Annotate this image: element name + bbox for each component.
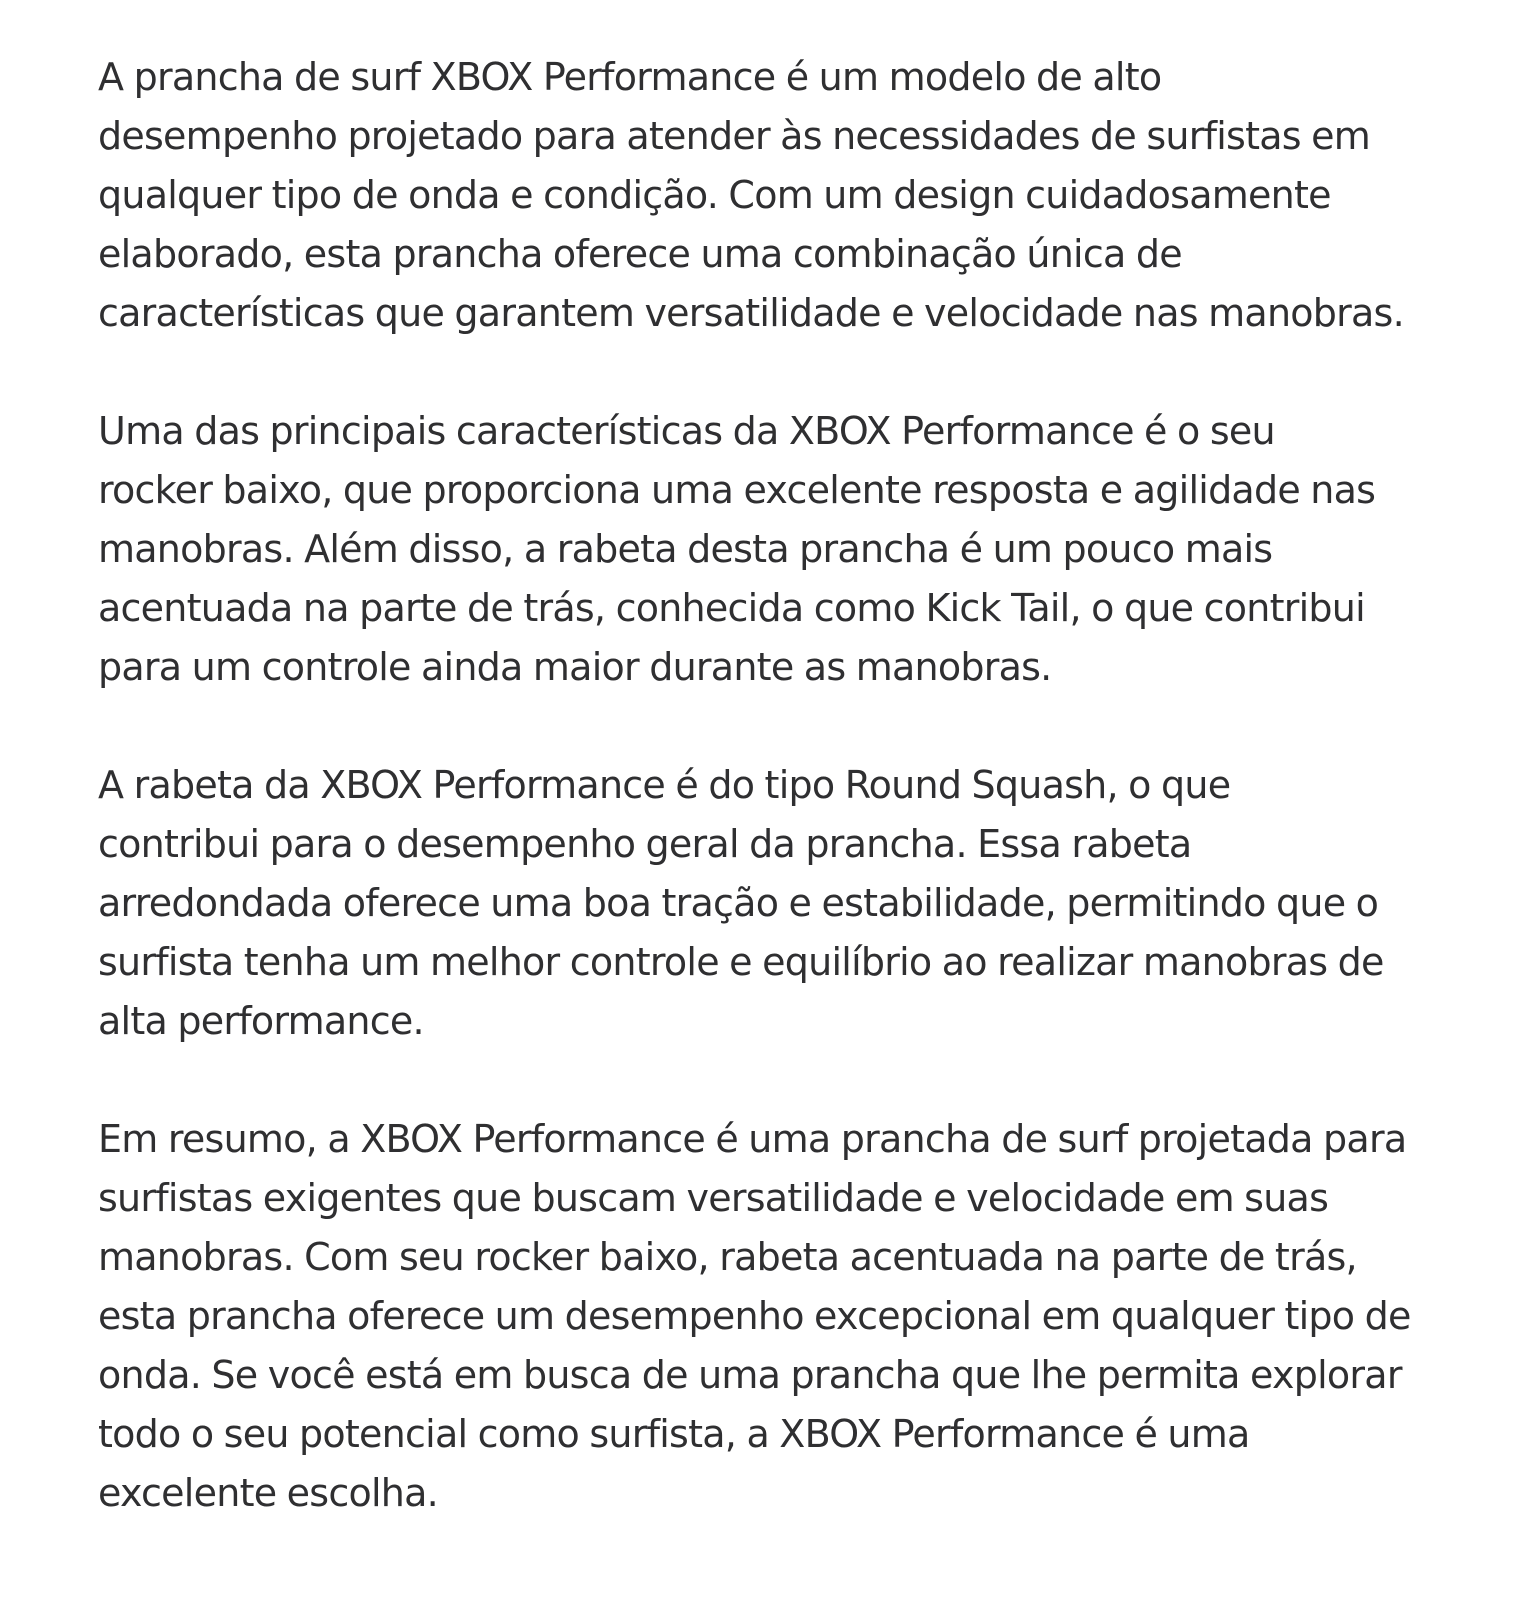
- text-line: esta prancha oferece um desempenho excepcional em qualquer tipo de: [98, 1294, 1411, 1338]
- text-line: elaborado, esta prancha oferece uma combinação única de: [98, 232, 1182, 276]
- text-line: A rabeta da XBOX Performance é do tipo Round Squash, o que: [98, 763, 1231, 807]
- document-body: [98, 48, 1428, 1582]
- paragraph-tail: [98, 756, 1428, 1051]
- text-line: manobras. Com seu rocker baixo, rabeta acentuada na parte de trás,: [98, 1235, 1357, 1279]
- text-line: arredondada oferece uma boa tração e estabilidade, permitindo que o: [98, 881, 1379, 925]
- text-line: A prancha de surf XBOX Performance é um modelo de alto: [98, 55, 1162, 99]
- text-line: excelente escolha.: [98, 1471, 439, 1515]
- text-line: Uma das principais características da XBOX Performance é o seu: [98, 409, 1275, 453]
- paragraph-summary: [98, 1110, 1428, 1523]
- text-line: desempenho projetado para atender às necessidades de surfistas em: [98, 114, 1371, 158]
- text-line: características que garantem versatilidade e velocidade nas manobras.: [98, 291, 1404, 335]
- text-line: qualquer tipo de onda e condição. Com um design cuidadosamente: [98, 173, 1331, 217]
- text-line: alta performance.: [98, 999, 424, 1043]
- text-line: para um controle ainda maior durante as manobras.: [98, 645, 1052, 689]
- text-line: acentuada na parte de trás, conhecida como Kick Tail, o que contribui: [98, 586, 1365, 630]
- text-line: todo o seu potencial como surfista, a XBOX Performance é uma: [98, 1412, 1250, 1456]
- text-line: surfista tenha um melhor controle e equilíbrio ao realizar manobras de: [98, 940, 1384, 984]
- text-line: manobras. Além disso, a rabeta desta prancha é um pouco mais: [98, 527, 1273, 571]
- text-line: rocker baixo, que proporciona uma excelente resposta e agilidade nas: [98, 468, 1376, 512]
- paragraph-rocker: [98, 402, 1428, 697]
- text-line: surfistas exigentes que buscam versatilidade e velocidade em suas: [98, 1176, 1329, 1220]
- text-line: contribui para o desempenho geral da prancha. Essa rabeta: [98, 822, 1192, 866]
- paragraph-intro: [98, 48, 1428, 343]
- text-line: onda. Se você está em busca de uma prancha que lhe permita explorar: [98, 1353, 1402, 1397]
- text-line: Em resumo, a XBOX Performance é uma prancha de surf projetada para: [98, 1117, 1407, 1161]
